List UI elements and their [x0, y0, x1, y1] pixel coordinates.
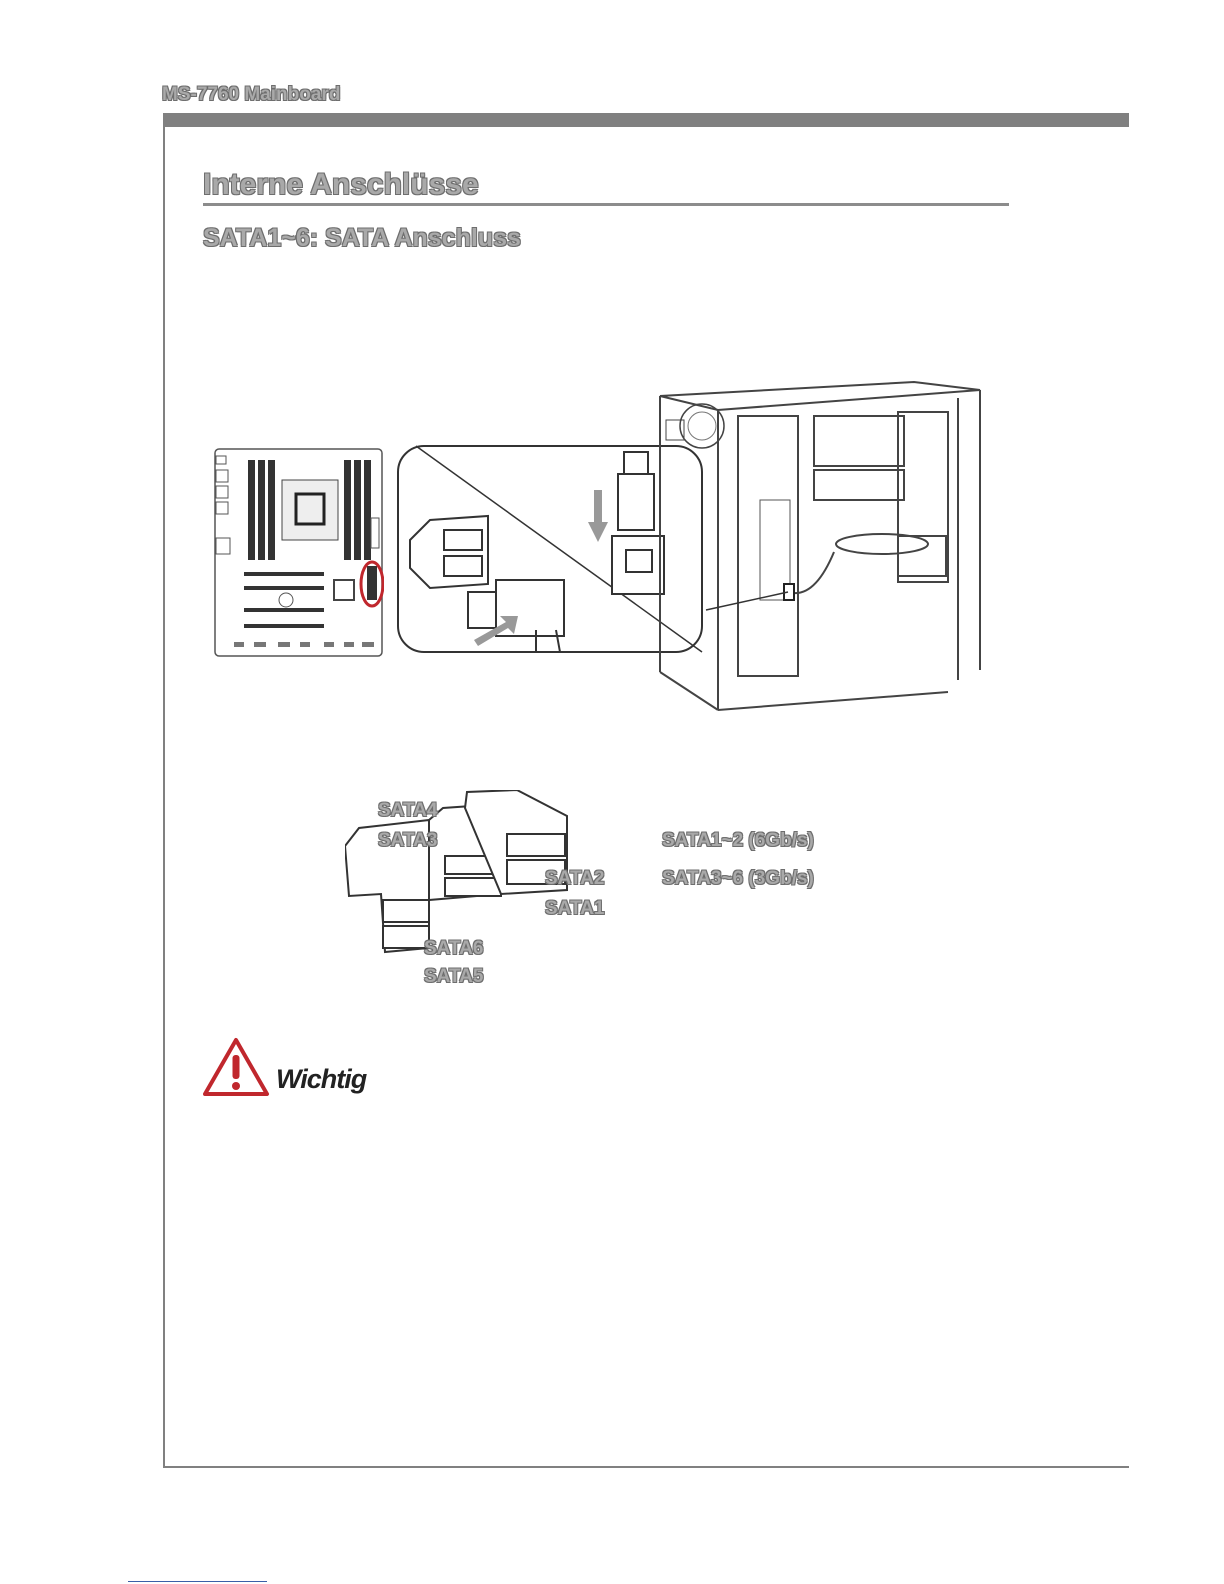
- header-product-label: MS-7760 Mainboard: [162, 84, 341, 105]
- notice-label: Wichtig: [276, 1064, 367, 1094]
- sata1-label: SATA1: [545, 898, 605, 919]
- section-title: Interne Anschlüsse: [203, 168, 479, 201]
- header-bar: [163, 113, 1129, 127]
- title-underline: [203, 203, 1009, 206]
- mainboard-illustration: [214, 448, 384, 658]
- sata4-label: SATA4: [378, 800, 438, 821]
- footer-link-underline: [128, 1581, 267, 1582]
- sata2-label: SATA2: [545, 868, 605, 889]
- connector-subtitle: SATA1~6: SATA Anschluss: [203, 224, 521, 252]
- pc-case-illustration: [658, 380, 988, 720]
- warning-triangle-icon: [202, 1037, 270, 1097]
- sata3-label: SATA3: [378, 830, 438, 851]
- sata-speed-3gbs: SATA3~6 (3Gb/s): [662, 868, 814, 889]
- left-margin-rule: [163, 113, 165, 1467]
- sata6-label: SATA6: [424, 938, 484, 959]
- sata-speed-6gbs: SATA1~2 (6Gb/s): [662, 830, 814, 851]
- footer-rule: [163, 1466, 1129, 1468]
- sata5-label: SATA5: [424, 966, 484, 987]
